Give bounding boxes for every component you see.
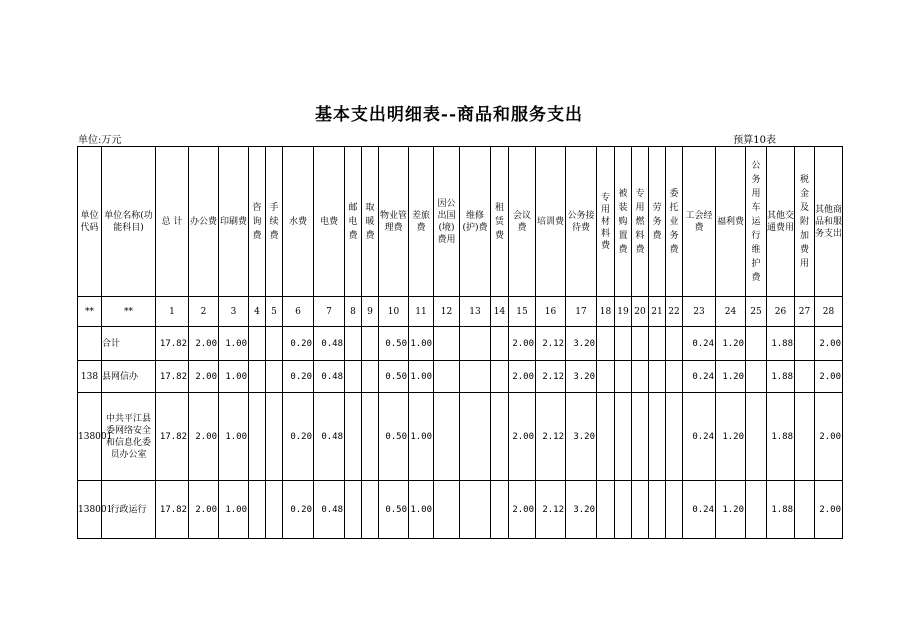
header-cell: 福利费: [716, 147, 746, 297]
training-fee-cell: 2.12: [536, 361, 566, 393]
empty-cell: [434, 361, 460, 393]
header-cell: 公务接待费: [566, 147, 597, 297]
office-fee-cell: 2.00: [189, 361, 219, 393]
other-transport-cell: 1.88: [767, 327, 795, 361]
electricity-fee-cell: 0.48: [314, 481, 345, 539]
empty-cell: [249, 481, 266, 539]
empty-cell: [460, 327, 491, 361]
header-cell: [632, 147, 649, 297]
header-cell: 电费: [314, 147, 345, 297]
empty-cell: [649, 393, 666, 481]
empty-cell: [746, 327, 767, 361]
column-number: 6: [283, 297, 314, 327]
property-fee-cell: 0.50: [379, 327, 409, 361]
empty-cell: [597, 393, 615, 481]
header-label: 取暖费: [365, 202, 375, 241]
empty-cell: [345, 327, 362, 361]
header-label: 劳务费: [652, 202, 662, 241]
empty-cell: [491, 327, 509, 361]
header-cell: [266, 147, 283, 297]
header-cell: 办公费: [189, 147, 219, 297]
column-number: 7: [314, 297, 345, 327]
empty-cell: [362, 393, 379, 481]
table-number: 预算10表: [733, 135, 776, 146]
empty-cell: [266, 481, 283, 539]
meeting-fee-cell: 2.00: [509, 327, 536, 361]
header-cell: 单位代码: [78, 147, 102, 297]
column-number: 4: [249, 297, 266, 327]
empty-cell: [434, 481, 460, 539]
column-number: 19: [615, 297, 632, 327]
empty-cell: [362, 481, 379, 539]
unit-code-cell: 138001: [78, 481, 102, 539]
header-label: 被装购置费: [618, 188, 628, 255]
printing-fee-cell: 1.00: [219, 327, 249, 361]
meeting-fee-cell: 2.00: [509, 393, 536, 481]
column-number: 5: [266, 297, 283, 327]
electricity-fee-cell: 0.48: [314, 393, 345, 481]
printing-fee-cell: 1.00: [219, 361, 249, 393]
empty-cell: [491, 393, 509, 481]
empty-cell: [249, 361, 266, 393]
column-number: 22: [666, 297, 683, 327]
other-expense-cell: 2.00: [815, 481, 843, 539]
column-number: 16: [536, 297, 566, 327]
empty-cell: [649, 327, 666, 361]
other-transport-cell: 1.88: [767, 481, 795, 539]
electricity-fee-cell: 0.48: [314, 361, 345, 393]
header-cell: [666, 147, 683, 297]
page-title: 基本支出明细表--商品和服务支出: [314, 105, 584, 125]
meeting-fee-cell: 2.00: [509, 481, 536, 539]
unit-code-cell: [78, 327, 102, 361]
header-cell: [795, 147, 815, 297]
empty-cell: [460, 361, 491, 393]
travel-fee-cell: 1.00: [409, 361, 434, 393]
column-number: 1: [156, 297, 189, 327]
office-fee-cell: 2.00: [189, 393, 219, 481]
reception-fee-cell: 3.20: [566, 361, 597, 393]
other-expense-cell: 2.00: [815, 361, 843, 393]
column-number: 26: [767, 297, 795, 327]
header-cell: [249, 147, 266, 297]
header-cell: 工会经费: [683, 147, 716, 297]
header-cell: [649, 147, 666, 297]
unit-name-cell: 行政运行: [102, 481, 156, 539]
column-number: 28: [815, 297, 843, 327]
unit-code-cell: 138001: [78, 393, 102, 481]
empty-cell: [345, 393, 362, 481]
office-fee-cell: 2.00: [189, 481, 219, 539]
empty-cell: [345, 361, 362, 393]
column-number: 23: [683, 297, 716, 327]
unit-code-cell: 138: [78, 361, 102, 393]
empty-cell: [434, 393, 460, 481]
empty-cell: [345, 481, 362, 539]
reception-fee-cell: 3.20: [566, 481, 597, 539]
empty-cell: [460, 393, 491, 481]
unit-name-cell: 县网信办: [102, 361, 156, 393]
header-cell: 专用材料费: [597, 147, 615, 297]
empty-cell: [597, 327, 615, 361]
header-label: 咨询费: [252, 202, 262, 241]
unit-name-cell: 合计: [102, 327, 156, 361]
union-fund-cell: 0.24: [683, 481, 716, 539]
column-number: 25: [746, 297, 767, 327]
empty-cell: [491, 481, 509, 539]
other-transport-cell: 1.88: [767, 393, 795, 481]
header-label: 公务用车运行维护费: [751, 160, 761, 283]
total-cell: 17.82: [156, 327, 189, 361]
header-cell: 差旅费: [409, 147, 434, 297]
header-cell: 会议费: [509, 147, 536, 297]
empty-cell: [615, 393, 632, 481]
column-number: 10: [379, 297, 409, 327]
column-number: 11: [409, 297, 434, 327]
travel-fee-cell: 1.00: [409, 481, 434, 539]
property-fee-cell: 0.50: [379, 393, 409, 481]
empty-cell: [615, 327, 632, 361]
column-number: 15: [509, 297, 536, 327]
header-cell: [345, 147, 362, 297]
column-number-row: [78, 297, 843, 327]
header-row: [78, 147, 843, 297]
header-cell: 水费: [283, 147, 314, 297]
office-fee-cell: 2.00: [189, 327, 219, 361]
unit-name-cell: 中共平江县委网络安全和信息化委员办公室: [102, 393, 156, 481]
header-label: 邮电费: [348, 202, 358, 241]
empty-cell: [795, 481, 815, 539]
empty-cell: [666, 481, 683, 539]
travel-fee-cell: 1.00: [409, 393, 434, 481]
total-cell: 17.82: [156, 393, 189, 481]
column-number: 12: [434, 297, 460, 327]
column-number: 14: [491, 297, 509, 327]
empty-cell: [491, 361, 509, 393]
empty-cell: [249, 327, 266, 361]
empty-cell: [666, 327, 683, 361]
printing-fee-cell: 1.00: [219, 481, 249, 539]
table-row: [78, 393, 843, 481]
column-number: **: [78, 297, 102, 327]
column-number: 9: [362, 297, 379, 327]
empty-cell: [362, 361, 379, 393]
empty-cell: [266, 327, 283, 361]
column-number: 27: [795, 297, 815, 327]
empty-cell: [266, 361, 283, 393]
header-cell: [615, 147, 632, 297]
table-row: [78, 327, 843, 361]
table-row: [78, 361, 843, 393]
empty-cell: [362, 327, 379, 361]
header-label: 委托业务费: [669, 188, 679, 255]
welfare-fee-cell: 1.20: [716, 327, 746, 361]
empty-cell: [649, 481, 666, 539]
empty-cell: [460, 481, 491, 539]
other-transport-cell: 1.88: [767, 361, 795, 393]
empty-cell: [746, 393, 767, 481]
welfare-fee-cell: 1.20: [716, 393, 746, 481]
table-row: [78, 481, 843, 539]
column-number: **: [102, 297, 156, 327]
training-fee-cell: 2.12: [536, 393, 566, 481]
empty-cell: [434, 327, 460, 361]
header-label: 税金及附加费用: [799, 174, 809, 269]
empty-cell: [649, 361, 666, 393]
printing-fee-cell: 1.00: [219, 393, 249, 481]
column-number: 3: [219, 297, 249, 327]
header-label: 专用燃料费: [635, 188, 645, 255]
header-cell: [746, 147, 767, 297]
header-cell: 单位名称(功能科目): [102, 147, 156, 297]
column-number: 13: [460, 297, 491, 327]
column-number: 2: [189, 297, 219, 327]
empty-cell: [795, 393, 815, 481]
header-cell: [362, 147, 379, 297]
header-cell: 总 计: [156, 147, 189, 297]
empty-cell: [795, 361, 815, 393]
column-number: 20: [632, 297, 649, 327]
water-fee-cell: 0.20: [283, 481, 314, 539]
empty-cell: [632, 481, 649, 539]
other-expense-cell: 2.00: [815, 327, 843, 361]
empty-cell: [666, 393, 683, 481]
training-fee-cell: 2.12: [536, 481, 566, 539]
expenditure-table: [77, 146, 843, 539]
water-fee-cell: 0.20: [283, 361, 314, 393]
electricity-fee-cell: 0.48: [314, 327, 345, 361]
water-fee-cell: 0.20: [283, 327, 314, 361]
header-cell: 其他商品和服务支出: [815, 147, 843, 297]
reception-fee-cell: 3.20: [566, 393, 597, 481]
union-fund-cell: 0.24: [683, 393, 716, 481]
meeting-fee-cell: 2.00: [509, 361, 536, 393]
union-fund-cell: 0.24: [683, 327, 716, 361]
column-number: 21: [649, 297, 666, 327]
column-number: 8: [345, 297, 362, 327]
header-label: 租赁费: [494, 202, 504, 241]
header-label: 手续费: [269, 202, 279, 241]
empty-cell: [632, 361, 649, 393]
welfare-fee-cell: 1.20: [716, 361, 746, 393]
unit-label: 单位:万元: [78, 135, 122, 146]
column-number: 18: [597, 297, 615, 327]
header-cell: 其他交通费用: [767, 147, 795, 297]
column-number: 24: [716, 297, 746, 327]
empty-cell: [746, 481, 767, 539]
total-cell: 17.82: [156, 361, 189, 393]
welfare-fee-cell: 1.20: [716, 481, 746, 539]
other-expense-cell: 2.00: [815, 393, 843, 481]
property-fee-cell: 0.50: [379, 481, 409, 539]
header-cell: [491, 147, 509, 297]
header-cell: 维修(护)费: [460, 147, 491, 297]
union-fund-cell: 0.24: [683, 361, 716, 393]
empty-cell: [795, 327, 815, 361]
column-number: 17: [566, 297, 597, 327]
training-fee-cell: 2.12: [536, 327, 566, 361]
header-cell: 印刷费: [219, 147, 249, 297]
empty-cell: [249, 393, 266, 481]
header-cell: 培训费: [536, 147, 566, 297]
empty-cell: [597, 361, 615, 393]
empty-cell: [666, 361, 683, 393]
empty-cell: [597, 481, 615, 539]
empty-cell: [632, 393, 649, 481]
empty-cell: [615, 481, 632, 539]
empty-cell: [266, 393, 283, 481]
water-fee-cell: 0.20: [283, 393, 314, 481]
header-cell: 因公出国(境)费用: [434, 147, 460, 297]
empty-cell: [632, 327, 649, 361]
empty-cell: [615, 361, 632, 393]
header-cell: 物业管理费: [379, 147, 409, 297]
property-fee-cell: 0.50: [379, 361, 409, 393]
empty-cell: [746, 361, 767, 393]
total-cell: 17.82: [156, 481, 189, 539]
reception-fee-cell: 3.20: [566, 327, 597, 361]
travel-fee-cell: 1.00: [409, 327, 434, 361]
